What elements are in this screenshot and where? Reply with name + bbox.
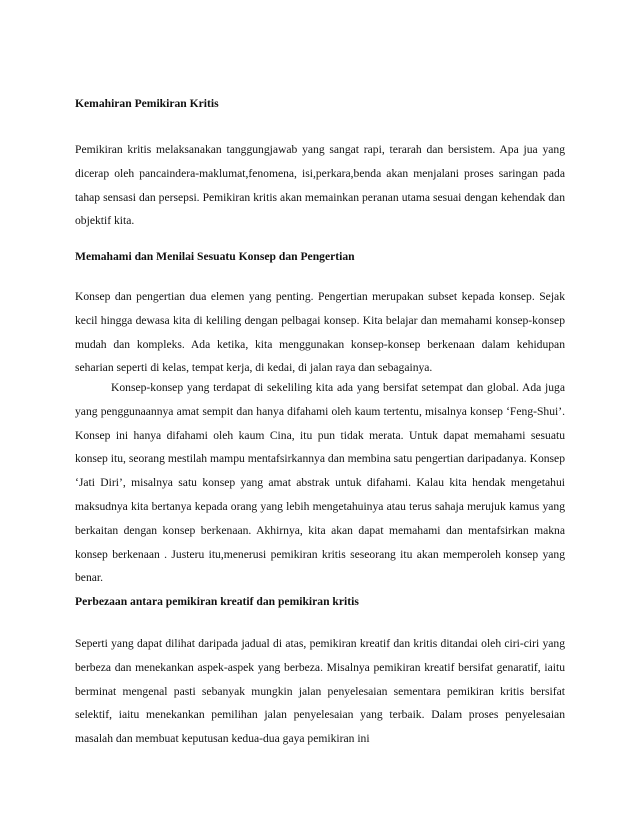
paragraph-perbezaan-kreatif-kritis: Seperti yang dapat dilihat daripada jadual di atas, pemikiran kreatif dan kritis ditandai oleh ciri-ciri yang berbeza dan menekankan aspek-aspek yang berbeza. Misalnya pemikiran kreatif bersifat genaratif, iaitu berminat mengenal pasti sebanyak mungkin jalan penyelesaian sementara pemikiran kritis bersifat selektif, iaitu menekankan pemilihan jalan penyelesaian yang terbaik. Dalam proses penyelesaian masalah dan membuat keputusan kedua-dua gaya pemikiran ini — [75, 637, 565, 746]
paragraph-konsep-setempat-global: Konsep-konsep yang terdapat di sekeliling kita ada yang bersifat setempat dan global. Ada juga yang penggunaannya amat sempit dan hanya difahami oleh kaum tertentu, misalnya konsep ‘Feng-Shui’. Konsep ini hanya difahami oleh kaum Cina, itu pun tidak merata. Untuk dapat memahami sesuatu konsep itu, seorang mestilah mampu mentafsirkannya dan membina satu pengertian daripadanya. Konsep ‘Jati Diri’, misalnya satu konsep yang amat abstrak untuk difahami. Kalau kita hendak mengetahui maksudnya kita bertanya kepada orang yang lebih mengetahuinya atau terus sahaja merujuk kamus yang berkaitan dengan konsep berkenaan. Akhirnya, kita akan dapat memahami dan mentafsirkan makna konsep berkenaan . Justeru itu,menerusi pemikiran kritis seseorang itu akan memperoleh konsep yang benar. — [75, 381, 565, 585]
section-heading-memahami-konsep: Memahami dan Menilai Sesuatu Konsep dan Pengertian — [75, 250, 355, 263]
paragraph-konsep-dan-pengertian: Konsep dan pengertian dua elemen yang penting. Pengertian merupakan subset kepada konsep. Sejak kecil hingga dewasa kita di keliling dengan pelbagai konsep. Kita belajar dan memahami konsep-konsep mudah dan kompleks. Ada ketika, kita menggunakan konsep-konsep berkenaan dalam kehidupan seharian seperti di kelas, tempat kerja, di kedai, di jalan raya dan sebagainya. — [75, 290, 565, 375]
section-heading-perbezaan-pemikiran: Perbezaan antara pemikiran kreatif dan pemikiran kritis — [75, 595, 359, 608]
section-heading-kemahiran-pemikiran-kritis: Kemahiran Pemikiran Kritis — [75, 97, 219, 110]
paragraph-pemikiran-kritis: Pemikiran kritis melaksanakan tanggungjawab yang sangat rapi, terarah dan bersistem. Apa jua yang dicerap oleh pancaindera-maklumat,fenomena, isi,perkara,benda akan menjalani proses saringan pada tahap sensasi dan persepsi. Pemikiran kritis akan memainkan peranan utama sesuai dengan kehendak dan objektif kita. — [75, 143, 565, 228]
